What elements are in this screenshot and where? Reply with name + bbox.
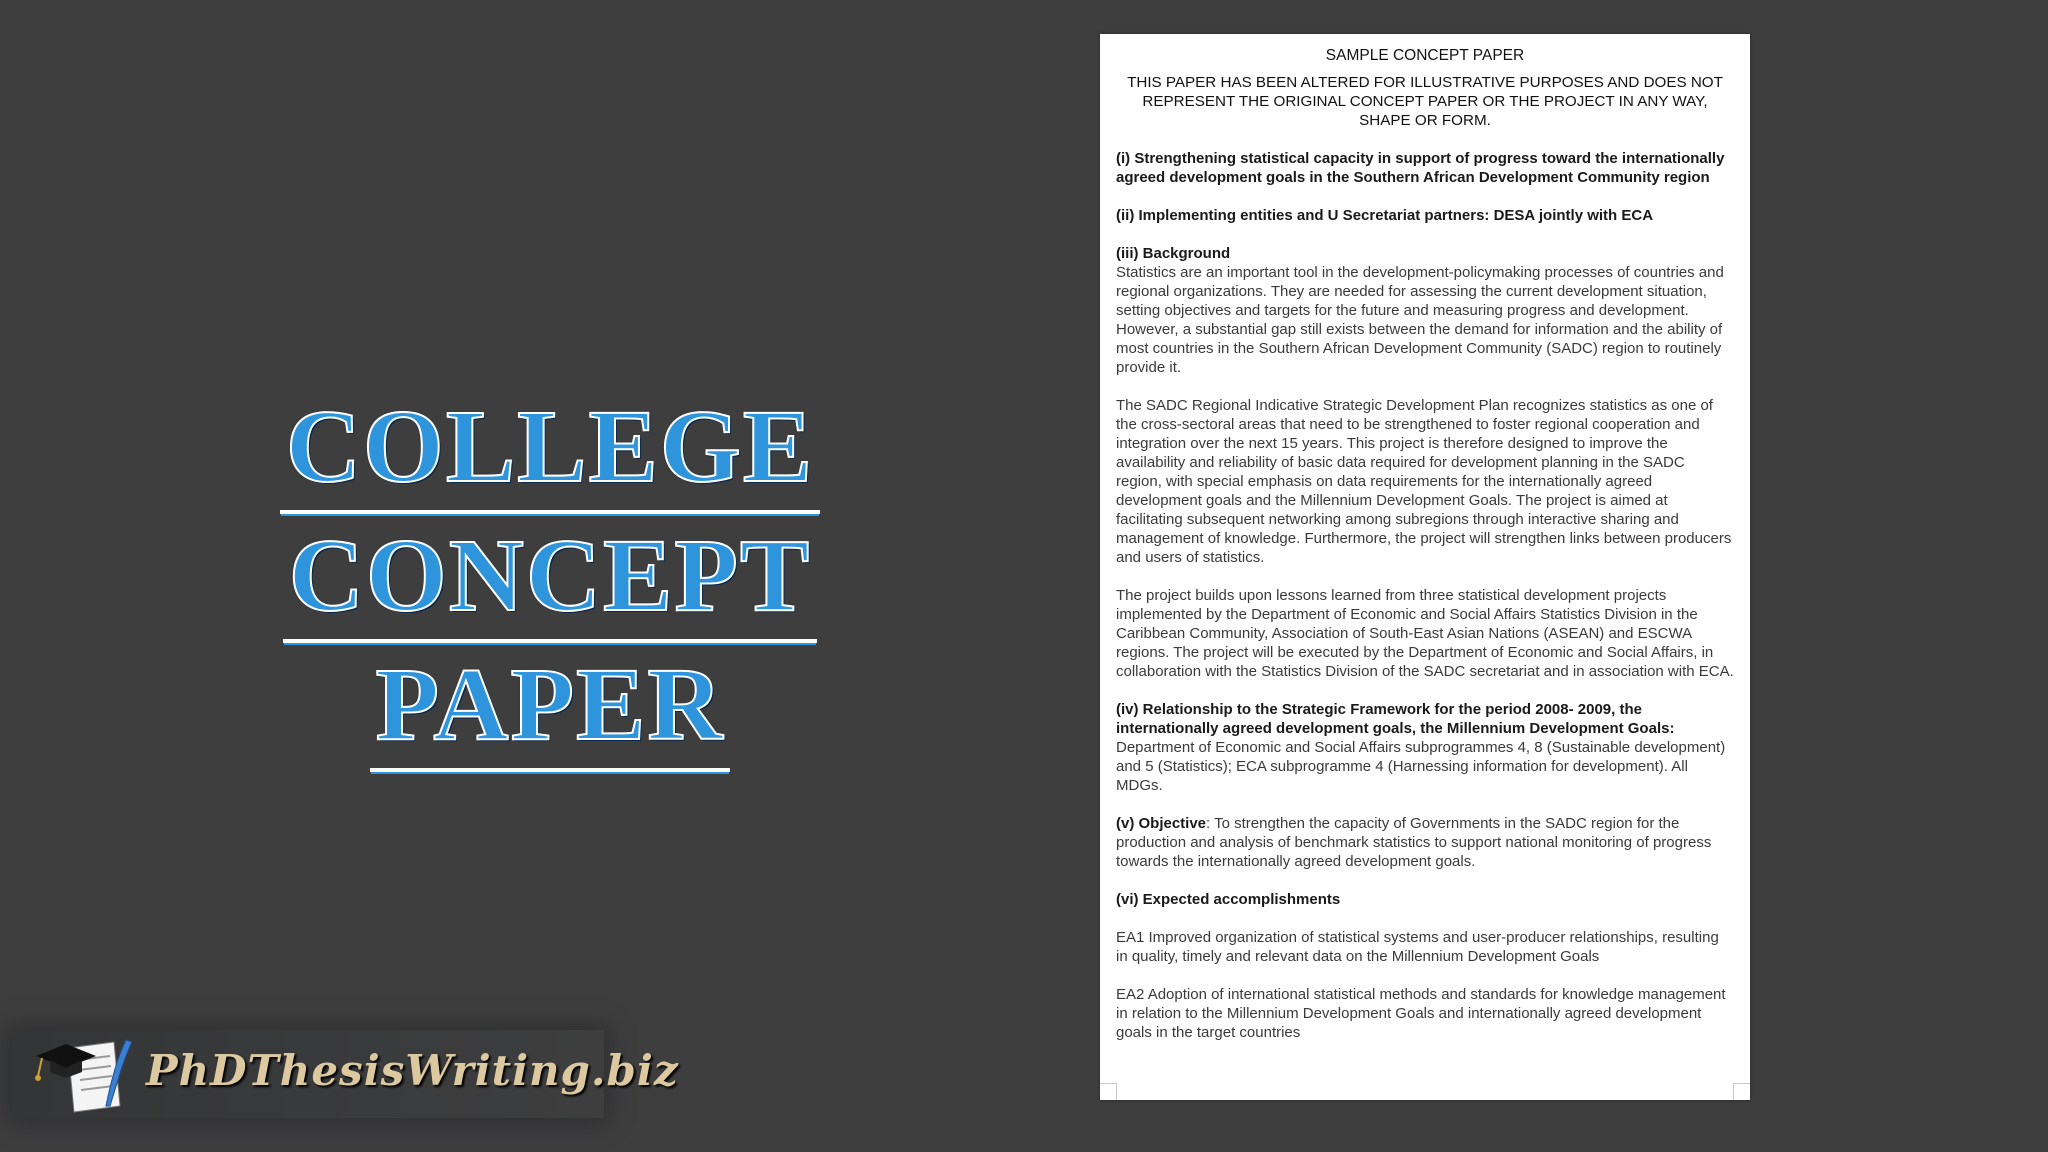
page-corner-right — [1733, 1083, 1750, 1100]
section-iv — [1116, 700, 1734, 795]
logo-text: PhDThesisWriting.biz — [146, 1046, 679, 1095]
brand-logo — [12, 1030, 679, 1118]
expected-accomplishment-1: EA1 Improved organization of statistical systems and user-producer relationships, resulting in quality, timely and relevant data on the Millennium Development Goals — [1116, 929, 1719, 965]
section-v-body: : To strengthen the capacity of Governments in the SADC region for the production and analysis of benchmark statistics to support national monitoring of progress towards the internationally agreed development goals. — [1116, 815, 1712, 870]
page-corner-left — [1100, 1083, 1117, 1100]
document-page — [1100, 34, 1750, 1100]
background-paragraph-2: The SADC Regional Indicative Strategic Development Plan recognizes statistics as one of the cross-sectoral areas that need to be strengthened to foster regional cooperation and integration over the next 15 years. This project is therefore designed to improve the availability and reliability of basic data required for development planning in the SADC region, with special emphasis on data requirements for the internationally agreed development goals and the Millennium Development Goals. The project is aimed at facilitating subsequent networking among subregions through interactive sharing and management of knowledge. Furthermore, the project will strengthen links between producers and users of statistics. — [1116, 397, 1732, 566]
section-v-heading: (v) Objective — [1116, 815, 1207, 832]
document-disclaimer: THIS PAPER HAS BEEN ALTERED FOR ILLUSTRATIVE PURPOSES AND DOES NOT REPRESENT THE ORIGINAL CONCEPT PAPER OR THE PROJECT IN ANY WAY, SHAPE OR FORM. — [1127, 74, 1723, 129]
section-iii-heading: (iii) Background — [1116, 245, 1231, 262]
title-line-2: CONCEPT — [230, 514, 870, 643]
graduation-cap-paper-quill-icon — [22, 1036, 142, 1114]
section-v — [1116, 814, 1734, 871]
section-iii — [1116, 244, 1734, 681]
document-title: SAMPLE CONCEPT PAPER — [1325, 47, 1525, 64]
title-line-1: COLLEGE — [230, 385, 870, 514]
section-iv-body: Department of Economic and Social Affairs subprogrammes 4, 8 (Sustainable development) and 5 (Statistics); ECA subprogramme 4 (Harnessing information for development). All MDGs. — [1116, 739, 1726, 794]
title-line-3: PAPER — [230, 643, 870, 772]
section-iv-heading: (iv) Relationship to the Strategic Framework for the period 2008- 2009, the internationally agreed development goals, the Millennium Development Goals: — [1116, 701, 1675, 737]
section-vi-heading: (vi) Expected accomplishments — [1116, 891, 1341, 908]
background-paragraph-1: Statistics are an important tool in the development-policymaking processes of countries and regional organizations. They are needed for assessing the current development situation, setting objectives and targets for the future and measuring progress and development. However, a substantial gap still exists between the demand for information and the ability of most countries in the Southern African Development Community (SADC) region to routinely provide it. — [1116, 264, 1724, 376]
section-i-heading: (i) Strengthening statistical capacity in support of progress toward the internationally agreed development goals in the Southern African Development Community region — [1116, 150, 1725, 186]
slide-title — [230, 385, 870, 772]
section-ii-heading: (ii) Implementing entities and U Secretariat partners: DESA jointly with ECA — [1116, 207, 1654, 224]
expected-accomplishment-2: EA2 Adoption of international statistical methods and standards for knowledge management in relation to the Millennium Development Goals and internationally agreed development goals in the target countries — [1116, 986, 1726, 1041]
background-paragraph-3: The project builds upon lessons learned from three statistical development projects implemented by the Department of Economic and Social Affairs Statistics Division in the Caribbean Community, Association of South-East Asian Nations (ASEAN) and ESCWA regions. The project will be executed by the Department of Economic and Social Affairs, in collaboration with the Statistics Division of the SADC secretariat and in association with ECA. — [1116, 587, 1734, 680]
